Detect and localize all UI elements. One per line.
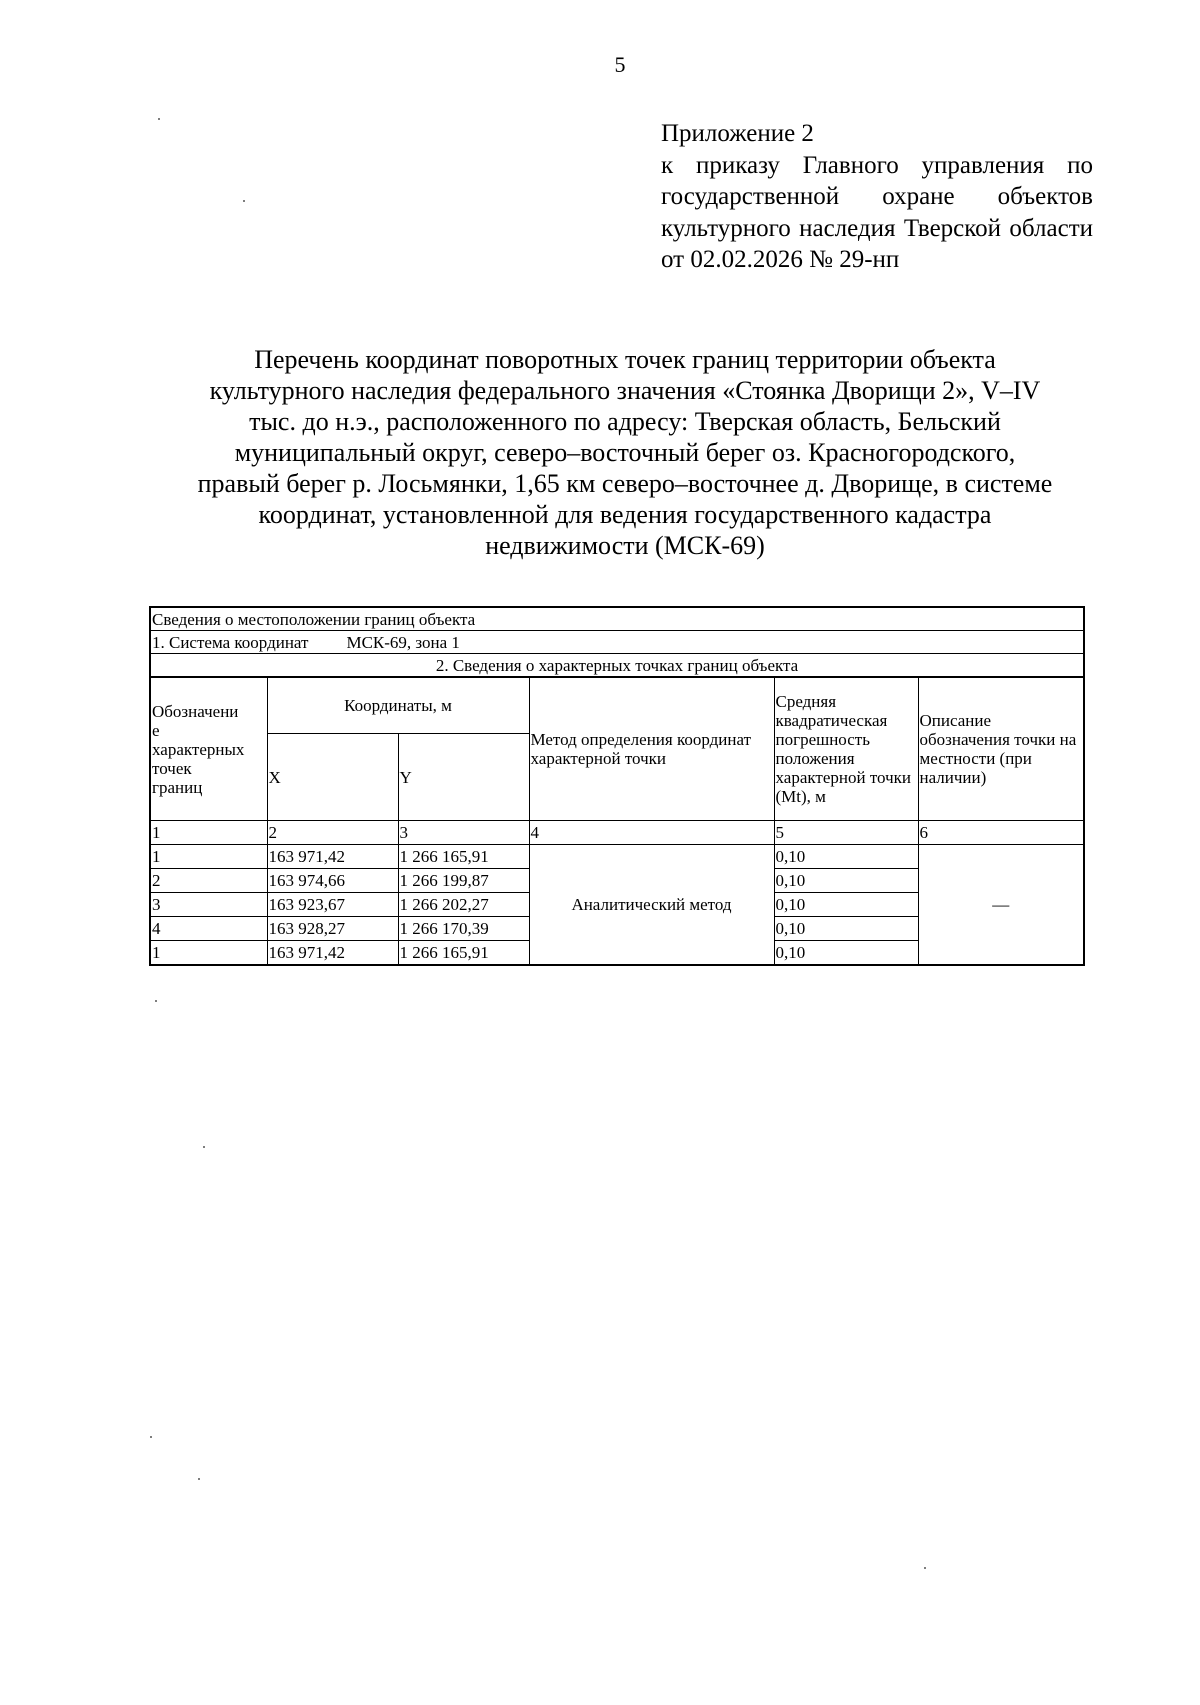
appendix-title: Приложение 2 bbox=[661, 120, 814, 147]
document-title bbox=[140, 344, 1110, 561]
y-cell: 1 266 202,27 bbox=[398, 893, 529, 917]
point-cell: 1 bbox=[150, 941, 267, 966]
appendix-block bbox=[661, 118, 1093, 276]
point-cell: 1 bbox=[150, 845, 267, 869]
coordinates-table bbox=[149, 606, 1085, 966]
description-cell: — bbox=[918, 845, 1084, 966]
header-designation: Обозначени е характерных точек границ bbox=[150, 677, 267, 821]
y-cell: 1 266 165,91 bbox=[398, 941, 529, 966]
title-line: правый берег р. Лосьмянки, 1,65 км северо–восточнее д. Дворище, в системе bbox=[197, 469, 1053, 498]
error-cell: 0,10 bbox=[774, 917, 918, 941]
scan-speck bbox=[198, 1478, 200, 1480]
method-cell: Аналитический метод bbox=[529, 845, 774, 966]
x-cell: 163 974,66 bbox=[267, 869, 398, 893]
header-error: Средняя квадратическая погрешность положения характерной точки (Mt), м bbox=[774, 677, 918, 821]
page-number: 5 bbox=[614, 52, 626, 77]
point-cell: 3 bbox=[150, 893, 267, 917]
header-y: Y bbox=[398, 734, 529, 821]
scan-speck bbox=[924, 1567, 926, 1569]
y-cell: 1 266 170,39 bbox=[398, 917, 529, 941]
title-line: координат, установленной для ведения государственного кадастра bbox=[258, 500, 992, 529]
column-number: 6 bbox=[918, 821, 1084, 845]
x-cell: 163 923,67 bbox=[267, 893, 398, 917]
scan-speck bbox=[150, 1436, 152, 1438]
column-number: 4 bbox=[529, 821, 774, 845]
table-row bbox=[150, 845, 1084, 869]
title-line: Перечень координат поворотных точек границ территории объекта bbox=[254, 345, 996, 374]
coord-system-cell bbox=[150, 631, 1084, 654]
coord-system-value: МСК-69, зона 1 bbox=[346, 632, 460, 652]
y-cell: 1 266 199,87 bbox=[398, 869, 529, 893]
column-number: 3 bbox=[398, 821, 529, 845]
header-x: X bbox=[267, 734, 398, 821]
point-cell: 4 bbox=[150, 917, 267, 941]
header-method: Метод определения координат характерной точки bbox=[529, 677, 774, 821]
scan-speck bbox=[203, 1146, 205, 1148]
error-cell: 0,10 bbox=[774, 869, 918, 893]
error-cell: 0,10 bbox=[774, 845, 918, 869]
point-cell: 2 bbox=[150, 869, 267, 893]
error-cell: 0,10 bbox=[774, 941, 918, 966]
column-number: 2 bbox=[267, 821, 398, 845]
title-line: недвижимости (МСК-69) bbox=[485, 531, 765, 560]
error-cell: 0,10 bbox=[774, 893, 918, 917]
points-section-title-cell: 2. Сведения о характерных точках границ объекта bbox=[150, 654, 1084, 678]
y-cell: 1 266 165,91 bbox=[398, 845, 529, 869]
title-line: тыс. до н.э., расположенного по адресу: Тверская область, Бельский bbox=[249, 407, 1001, 436]
scan-speck bbox=[158, 118, 160, 120]
scan-speck bbox=[243, 200, 245, 202]
section-title-cell: Сведения о местоположении границ объекта bbox=[150, 607, 1084, 631]
x-cell: 163 928,27 bbox=[267, 917, 398, 941]
x-cell: 163 971,42 bbox=[267, 845, 398, 869]
title-line: муниципальный округ, северо–восточный берег оз. Красногородского, bbox=[234, 438, 1016, 467]
column-number: 1 bbox=[150, 821, 267, 845]
header-coordinates: Координаты, м bbox=[267, 677, 529, 734]
title-line: культурного наследия федерального значения «Стоянка Дворищи 2», V–IV bbox=[209, 376, 1041, 405]
coord-system-label: 1. Система координат bbox=[152, 632, 309, 652]
column-number: 5 bbox=[774, 821, 918, 845]
x-cell: 163 971,42 bbox=[267, 941, 398, 966]
scan-speck bbox=[155, 1000, 157, 1002]
appendix-body: к приказу Главного управления по государственной охране объектов культурного наследия Тверской области от 02.02.2026 № 29-нп bbox=[661, 151, 1093, 273]
header-description: Описание обозначения точки на местности (при наличии) bbox=[918, 677, 1084, 821]
